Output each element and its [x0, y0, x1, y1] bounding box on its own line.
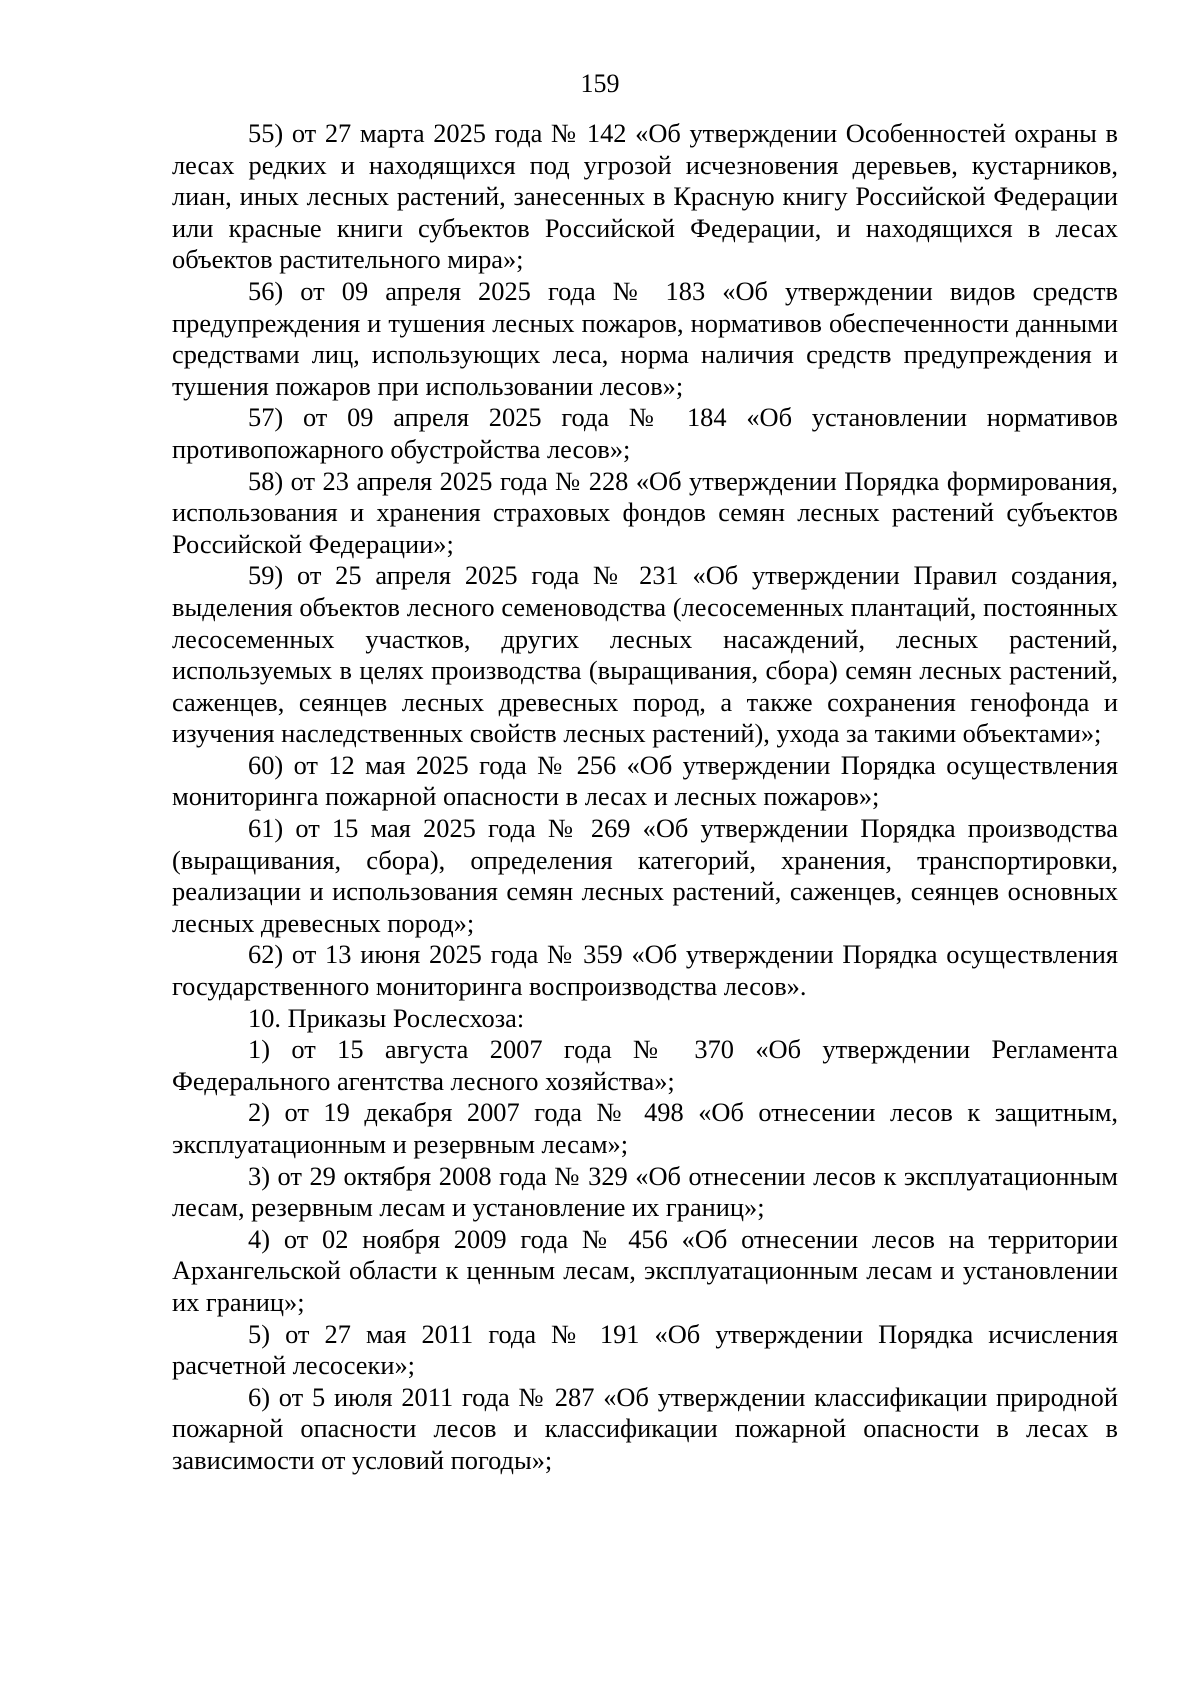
list-item-4: 4) от 02 ноября 2009 года № 456 «Об отнесении лесов на территории Архангельской области к ценным лесам, эксплуатационным лесам и установлении их границ»;	[172, 1223, 1118, 1317]
document-body	[172, 118, 1118, 1477]
list-item-61: 61) от 15 мая 2025 года № 269 «Об утверждении Порядка производства (выращивания, сбора), определения категорий, хранения, транспортировки, реализации и использования семян лесных растений, саженцев, сеянцев основных лесных древесных пород»;	[172, 813, 1118, 938]
list-item-57: 57) от 09 апреля 2025 года № 184 «Об установлении нормативов противопожарного обустройства лесов»;	[172, 402, 1118, 464]
list-item-55: 55) от 27 марта 2025 года № 142 «Об утверждении Особенностей охраны в лесах редких и находящихся под угрозой исчезновения деревьев, кустарников, лиан, иных лесных растений, занесенных в Красную книгу Российской Федерации или красные книги субъектов Российской Федерации, и находящихся в лесах объектов растительного мира»;	[172, 118, 1118, 275]
list-item-1: 1) от 15 августа 2007 года № 370 «Об утверждении Регламента Федерального агентства лесного хозяйства»;	[172, 1034, 1118, 1096]
list-item-6: 6) от 5 июля 2011 года № 287 «Об утверждении классификации природной пожарной опасности лесов и классификации пожарной опасности в лесах в зависимости от условий погоды»;	[172, 1381, 1118, 1475]
list-item-62: 62) от 13 июня 2025 года № 359 «Об утверждении Порядка осуществления государственного мониторинга воспроизводства лесов».	[172, 939, 1118, 1002]
page-number: 159	[580, 69, 620, 98]
list-item-2: 2) от 19 декабря 2007 года № 498 «Об отнесении лесов к защитным, эксплуатационным и резервным лесам»;	[172, 1097, 1118, 1159]
list-item-59: 59) от 25 апреля 2025 года № 231 «Об утверждении Правил создания, выделения объектов лесного семеноводства (лесосеменных плантаций, постоянных лесосеменных участков, других лесных насаждений, лесных растений, используемых в целях производства (выращивания, сбора) семян лесных растений, саженцев, сеянцев лесных древесных пород, а также сохранения генофонда и изучения наследственных свойств лесных растений), ухода за такими объектами»;	[172, 560, 1118, 749]
list-item-58: 58) от 23 апреля 2025 года № 228 «Об утверждении Порядка формирования, использования и хранения страховых фондов семян лесных растений субъектов Российской Федерации»;	[172, 465, 1118, 559]
list-item-3: 3) от 29 октября 2008 года № 329 «Об отнесении лесов к эксплуатационным лесам, резервным лесам и установление их границ»;	[172, 1160, 1118, 1223]
section-heading-rosleshoz: 10. Приказы Рослесхоза:	[248, 1002, 525, 1033]
list-item-5: 5) от 27 мая 2011 года № 191 «Об утверждении Порядка исчисления расчетной лесосеки»;	[172, 1318, 1118, 1381]
list-item-56: 56) от 09 апреля 2025 года № 183 «Об утверждении видов средств предупреждения и тушения лесных пожаров, нормативов обеспеченности данными средствами лиц, использующих леса, норма наличия средств предупреждения и тушения пожаров при использовании лесов»;	[172, 275, 1118, 401]
list-item-60: 60) от 12 мая 2025 года № 256 «Об утверждении Порядка осуществления мониторинга пожарной опасности в лесах и лесных пожаров»;	[172, 749, 1118, 812]
